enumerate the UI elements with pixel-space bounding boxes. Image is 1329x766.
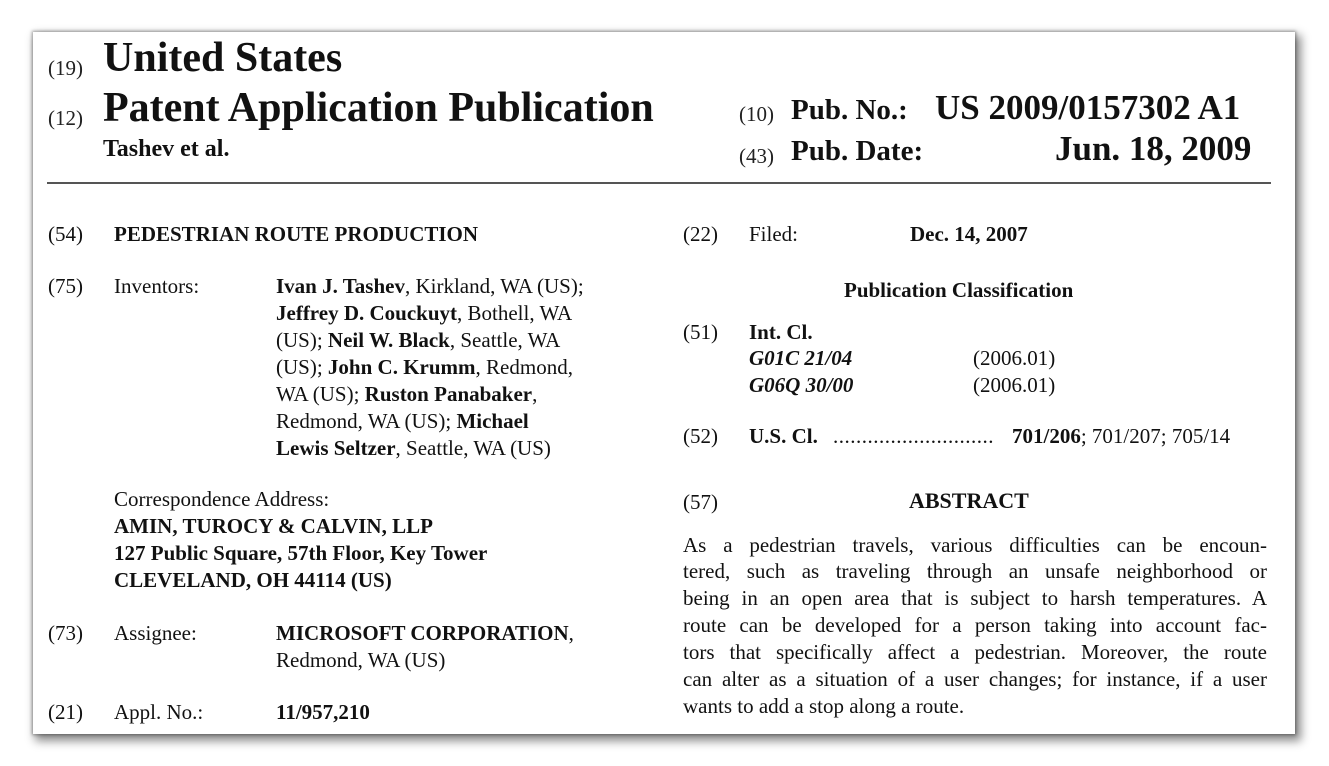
us-cl-leader-dots: ............................ (833, 424, 994, 448)
filed-label: Filed: (749, 222, 799, 246)
abstract-line: As a pedestrian travels, various difficulties can be encoun- (683, 533, 1267, 557)
assignee-label: Assignee: (114, 621, 197, 645)
inid-code-52: (52) (683, 424, 718, 448)
invention-title: PEDESTRIAN ROUTE PRODUCTION (114, 222, 479, 246)
inventor-line: Lewis Seltzer, Seattle, WA (US) (276, 436, 551, 460)
inid-code-73: (73) (48, 621, 83, 645)
inid-code-51: (51) (683, 320, 718, 344)
inventor-line: Ivan J. Tashev, Kirkland, WA (US); (276, 274, 584, 298)
abstract-line: tered, such as traveling through an unsafe neighborhood or (683, 559, 1267, 583)
correspondence-line: 127 Public Square, 57th Floor, Key Tower (114, 541, 488, 565)
inventor-line: WA (US); Ruston Panabaker, (276, 382, 538, 406)
inid-code-22: (22) (683, 222, 718, 246)
abstract-line: tors that specifically affect a pedestrian. Moreover, the route (683, 640, 1267, 664)
int-cl-label: Int. Cl. (749, 320, 813, 344)
inid-code-21: (21) (48, 700, 83, 724)
correspondence-label: Correspondence Address: (114, 487, 330, 511)
int-cl-year: (2006.01) (973, 346, 1056, 370)
inid-code-19: (19) (48, 56, 83, 80)
inventors-label: Inventors: (114, 274, 200, 298)
inventor-line: Jeffrey D. Couckuyt, Bothell, WA (276, 301, 573, 325)
abstract-line: can alter as a situation of a user changes; for instance, if a user (683, 667, 1267, 691)
inventor-line: (US); Neil W. Black, Seattle, WA (276, 328, 561, 352)
abstract-line: being in an open area that is subject to harsh temperatures. A (683, 586, 1267, 610)
inventor-line: Redmond, WA (US); Michael (276, 409, 529, 433)
inid-code-43: (43) (739, 144, 774, 168)
filed-value: Dec. 14, 2007 (910, 222, 1028, 246)
correspondence-line: CLEVELAND, OH 44114 (US) (114, 568, 392, 592)
us-cl-values: 701/206; 701/207; 705/14 (1012, 424, 1231, 448)
inid-code-57: (57) (683, 490, 718, 514)
int-cl-year: (2006.01) (973, 373, 1056, 397)
us-cl-label: U.S. Cl. (749, 424, 818, 448)
abstract-line: route can be developed for a person taking into account fac- (683, 613, 1267, 637)
header-divider (47, 182, 1271, 184)
appl-no-label: Appl. No.: (114, 700, 204, 724)
classification-heading: Publication Classification (844, 278, 1074, 302)
inid-code-54: (54) (48, 222, 83, 246)
assignee-name: MICROSOFT CORPORATION, (276, 621, 574, 645)
inventor-line: (US); John C. Krumm, Redmond, (276, 355, 573, 379)
authors: Tashev et al. (103, 136, 230, 162)
patent-page (33, 32, 1295, 734)
int-cl-class: G06Q 30/00 (749, 373, 854, 397)
correspondence-line: AMIN, TUROCY & CALVIN, LLP (114, 514, 433, 538)
abstract-heading: ABSTRACT (909, 488, 1029, 513)
country-title: United States (103, 35, 343, 81)
inid-code-10: (10) (739, 102, 774, 126)
document-type-title: Patent Application Publication (103, 85, 654, 131)
abstract-line: wants to add a stop along a route. (683, 694, 965, 718)
pub-date-label: Pub. Date: (791, 135, 924, 167)
int-cl-class: G01C 21/04 (749, 346, 853, 370)
pub-no-label: Pub. No.: (791, 94, 908, 126)
inid-code-75: (75) (48, 274, 83, 298)
appl-no-value: 11/957,210 (276, 700, 370, 724)
inid-code-12: (12) (48, 106, 83, 130)
pub-date-value: Jun. 18, 2009 (1055, 129, 1252, 168)
assignee-location: Redmond, WA (US) (276, 648, 446, 672)
pub-no-value: US 2009/0157302 A1 (935, 88, 1241, 127)
